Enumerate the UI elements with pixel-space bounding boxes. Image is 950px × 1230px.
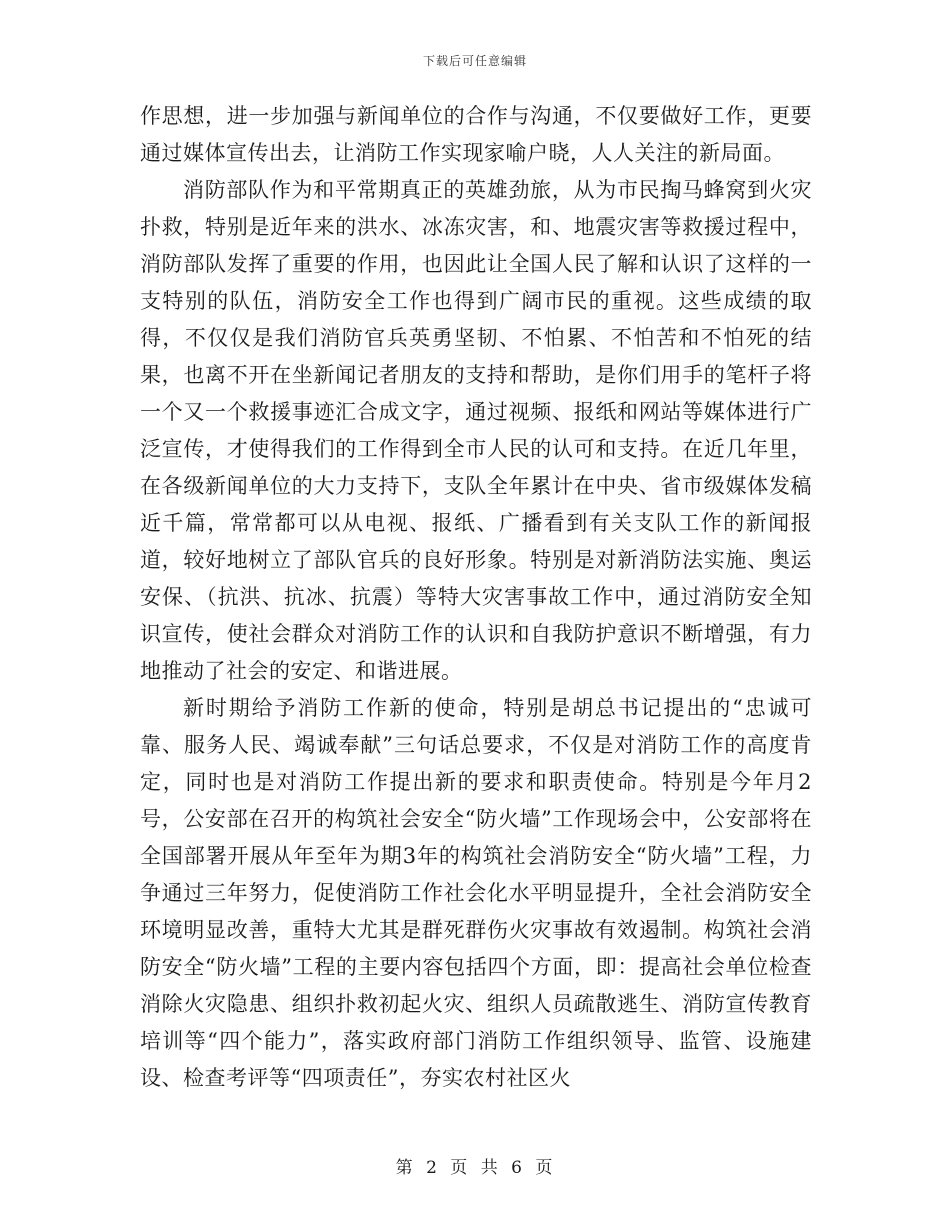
page-footer: 第 2 页 共 6 页 (395, 1158, 555, 1178)
page-header: 下载后可任意编辑 (422, 54, 527, 68)
paragraph-2: 消防部队作为和平常期真正的英雄劲旅，从为市民掏马蜂窝到火灾扑救，特别是近年来的洪水、冰冻灾害，和、地震灾害等救援过程中，消防部队发挥了重要的作用，也因此让全国人民了解和认识了这样的一支特别的队伍，消防安全工作也得到广阔市民的重视。这些成绩的取得，不仅仅是我们消防官兵英勇坚韧、不怕累、不怕苦和不怕死的结果，也离不开在坐新闻记者朋友的支持和帮助，是你们用手的笔杆子将一个又一个救援事迹汇合成文字，通过视频、报纸和网站等媒体进行广泛宣传，才使得我们的工作得到全市人民的认可和支持。在近几年里，在各级新闻单位的大力支持下，支队全年累计在中央、省市级媒体发稿近千篇，常常都可以从电视、报纸、广播看到有关支队工作的新闻报道，较好地树立了部队官兵的良好形象。特别是对新消防法实施、奥运安保、（抗洪、抗冰、抗震）等特大灾害事故工作中，通过消防安全知识宣传，使社会群众对消防工作的认识和自我防护意识不断增强，有力地推动了社会的安定、和谐进展。 (140, 178, 812, 683)
paragraph-3: 新时期给予消防工作新的使命，特别是胡总书记提出的“忠诚可靠、服务人民、竭诚奉献”三句话总要求，不仅是对消防工作的高度肯定，同时也是对消防工作提出新的要求和职责使命。特别是今年月2号，公安部在召开的构筑社会安全“防火墙”工作现场会中，公安部将在全国部署开展从年至年为期3年的构筑社会消防安全“防火墙”工程，力争通过三年努力，促使消防工作社会化水平明显提升，全社会消防安全环境明显改善，重特大尤其是群死群伤火灾事故有效遏制。构筑社会消防安全“防火墙”工程的主要内容包括四个方面，即：提高社会单位检查消除火灾隐患、组织扑救初起火灾、组织人员疏散逃生、消防宣传教育培训等“四个能力”，落实政府部门消防工作组织领导、监管、设施建设、检查考评等“四项责任”，夯实农村社区火 (140, 696, 812, 1090)
document-body (140, 98, 812, 1097)
paragraph-1: 作思想，进一步加强与新闻单位的合作与沟通，不仅要做好工作，更要通过媒体宣传出去，让消防工作实现家喻户晓，人人关注的新局面。 (140, 104, 812, 165)
